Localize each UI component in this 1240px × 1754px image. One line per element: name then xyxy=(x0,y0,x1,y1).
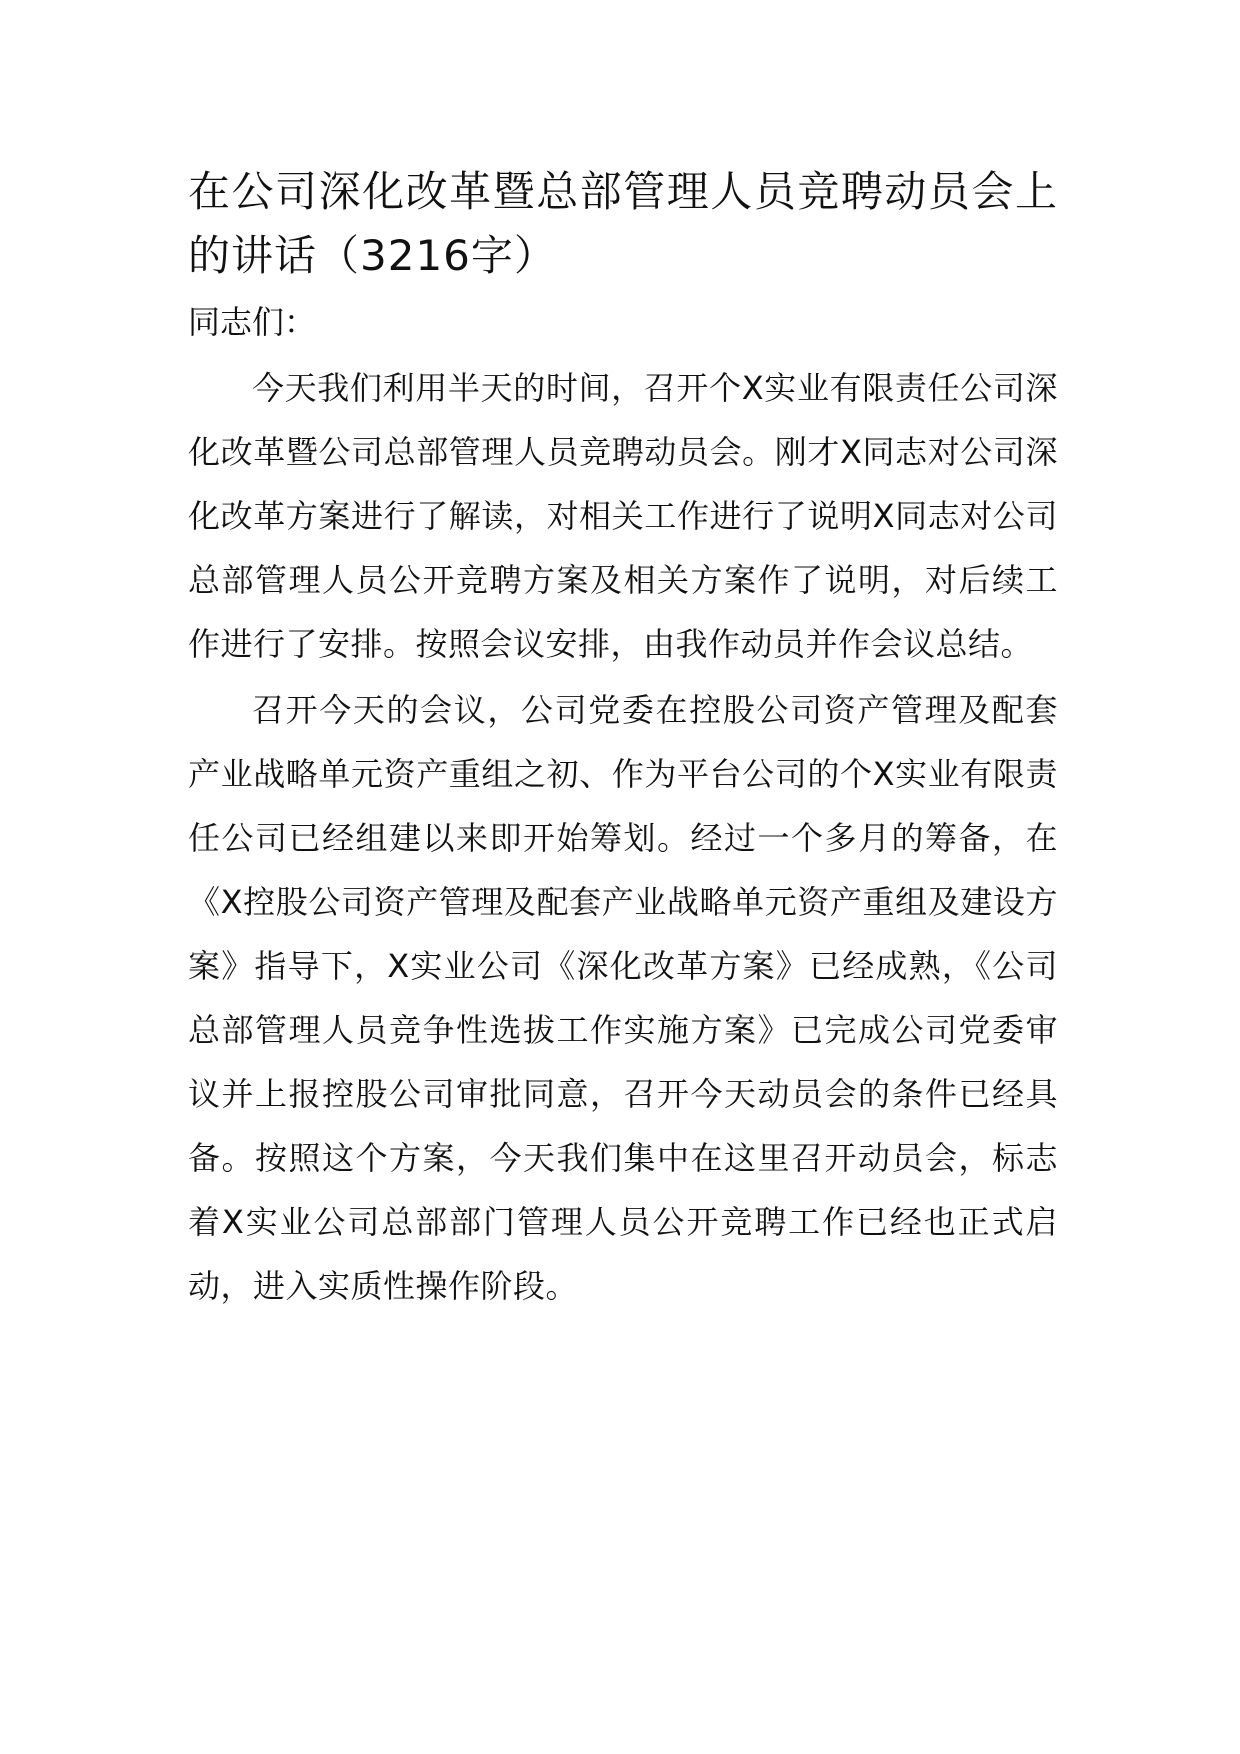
salutation: 同志们： xyxy=(188,303,317,341)
paragraph-2: 召开今天的会议，公司党委在控股公司资产管理及配套产业战略单元资产重组之初、作为平台公司的个X实业有限责任公司已经组建以来即开始筹划。经过一个多月的筹备，在《X控股公司资产管理及配套产业战略单元资产重组及建设方案》指导下，X实业公司《深化改革方案》已经成熟，《公司总部管理人员竞争性选拔工作实施方案》已完成公司党委审议并上报控股公司审批同意，召开今天动员会的条件已经具备。按照这个方案，今天我们集中在这里召开动员会，标志着X实业公司总部部门管理人员公开竞聘工作已经也正式启动，进入实质性操作阶段。 xyxy=(188,691,1058,1305)
paragraph-1: 今天我们利用半天的时间，召开个X实业有限责任公司深化改革暨公司总部管理人员竞聘动员会。刚才X同志对公司深化改革方案进行了解读，对相关工作进行了说明X同志对公司总部管理人员公开竞聘方案及相关方案作了说明，对后续工作进行了安排。按照会议安排，由我作动员并作会议总结。 xyxy=(188,369,1058,663)
document-page xyxy=(188,160,1058,1318)
document-title: 在公司深化改革暨总部管理人员竞聘动员会上的讲话（3216字） xyxy=(188,167,1058,280)
